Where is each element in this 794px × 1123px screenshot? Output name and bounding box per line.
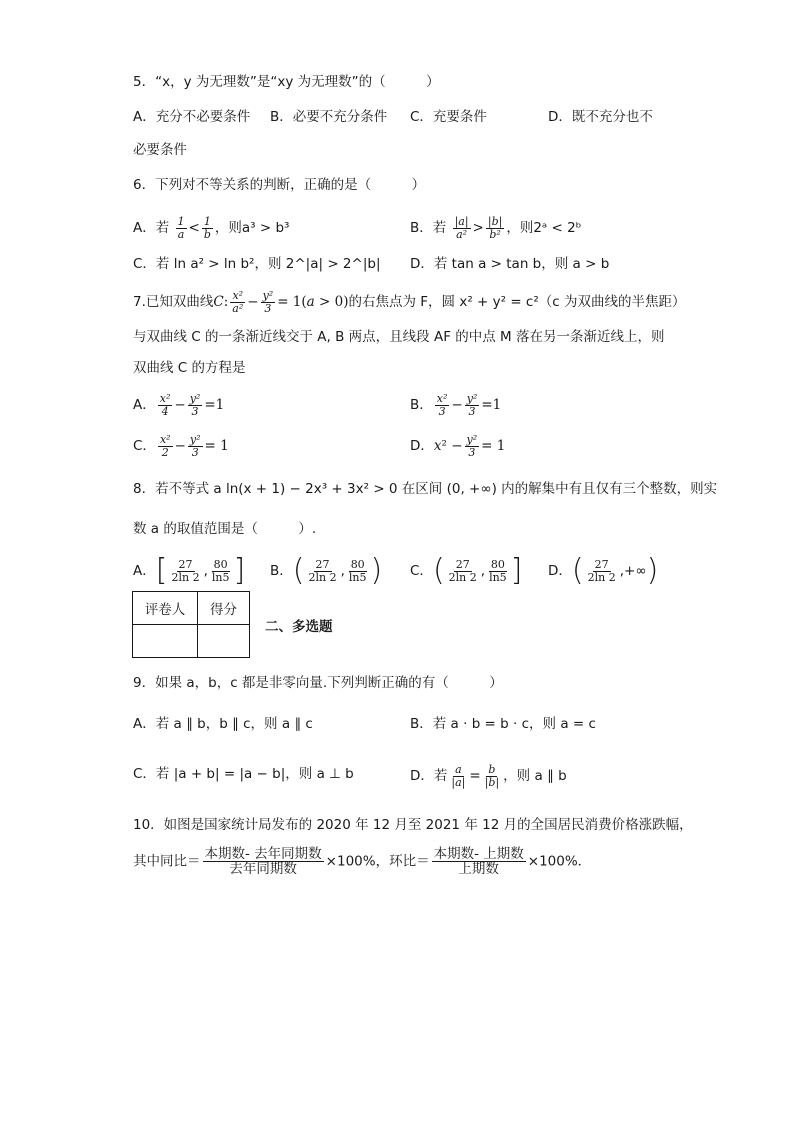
q6-stem: 6．下列对不等关系的判断，正确的是（ ） xyxy=(133,177,426,193)
q10-mom-label: ×100%，环比＝ xyxy=(325,853,430,870)
q7-stem-line3: 双曲线 C 的方程是 xyxy=(133,360,246,376)
q8-stem-line2: 数 a 的取值范围是（ ）. xyxy=(133,521,317,537)
q9-option-b: B．若 a · b = b · c，则 a = c xyxy=(410,716,596,732)
section-title-multi-choice: 二、多选题 xyxy=(265,619,333,635)
q10-tail: ×100%． xyxy=(527,853,592,870)
q7-frac-x: $\frac{\text{x²}}{\text{a²}}$ xyxy=(232,289,244,315)
q9-option-d: D．若 $\frac{a}{|a|}$ = $\frac{b}{|b|}$ ，则 a ∥ b xyxy=(410,763,567,789)
q5-option-c: C．充要条件 xyxy=(410,109,487,125)
q6-option-b: B．若 $\frac{|a|}{\text{a²}}$ > $\frac{|b|}{\text{b²}}$ ，则2ᵃ < 2ᵇ xyxy=(410,215,582,241)
q5-option-d-cont: 必要条件 xyxy=(133,142,187,158)
q7-d-label: D． xyxy=(410,438,434,455)
q7-stem-1a: 7.已知双曲线 xyxy=(133,294,214,311)
q6-option-a: A．若 $\frac{1}{a}$ < $\frac{1}{b}$ ，则a³ > b³ xyxy=(133,215,290,241)
q7-stem-line2: 与双曲线 C 的一条渐近线交于 A, B 两点，且线段 AF 的中点 M 落在另一条渐近线上，则 xyxy=(133,329,665,345)
q8-d-label: D． xyxy=(548,563,572,580)
q7-frac-y: $\frac{\text{y²}}{3}$ xyxy=(262,289,274,315)
q6-b-frac1: $\frac{|a|}{\text{a²}}$ xyxy=(454,215,469,241)
q10-stem-line2 xyxy=(133,847,591,876)
q10-mom-denominator: 上期数 xyxy=(458,861,499,878)
q8-a-label: A． xyxy=(133,563,156,580)
q8-option-c: C．( $\frac{27}{2\ln 2}$ , $\frac{80}{\ln 5}$ ] xyxy=(410,553,523,589)
q9-stem: 9．如果 a，b，c 都是非零向量.下列判断正确的有（ ） xyxy=(133,675,503,691)
q7-option-d: D．x² − $\frac{\text{y²}}{3}$ = 1 xyxy=(410,433,506,459)
q7-c-label: C． xyxy=(133,438,156,455)
q10-mom-numerator: 本期数- 上期数 xyxy=(433,846,524,862)
q8-stem-line1: 8．若不等式 a ln(x + 1) − 2x³ + 3x² > 0 在区间 (0, +∞) 内的解集中有且仅有三个整数，则实 xyxy=(133,481,718,497)
q6-b-post: ，则2ᵃ < 2ᵇ xyxy=(506,220,582,237)
score-label: 得分 xyxy=(198,592,250,625)
q6-a-pre: A．若 xyxy=(133,220,170,237)
q7-b-label: B． xyxy=(410,397,433,414)
q8-c-label: C． xyxy=(410,563,433,580)
q6-a-frac2: $\frac{1}{b}$ xyxy=(203,215,211,241)
q5-stem: 5．“x，y 为无理数”是“xy 为无理数”的（ ） xyxy=(133,74,440,90)
q10-stem-line1: 10．如图是国家统计局发布的 2020 年 12 月至 2021 年 12 月的全国居民消费价格涨跌幅， xyxy=(133,817,693,833)
q10-mom-formula xyxy=(432,847,526,876)
q9-option-a: A．若 a ∥ b，b ∥ c，则 a ∥ c xyxy=(133,716,313,732)
q9-d-pre: D．若 xyxy=(410,768,448,785)
q8-option-d: D．( $\frac{27}{2\ln 2}$ ,+∞) xyxy=(548,553,659,589)
q5-option-d: D．既不充分也不 xyxy=(548,109,653,125)
q6-b-frac2: $\frac{|b|}{\text{b²}}$ xyxy=(487,215,503,241)
q7-a-label: A． xyxy=(133,397,156,414)
q8-option-a: A．[ $\frac{27}{2\ln 2}$ , $\frac{80}{\ln 5}$ ] xyxy=(133,553,246,589)
q5-option-b: B．必要不充分条件 xyxy=(270,109,388,125)
q6-option-c: C．若 ln a² > ln b²，则 2^|a| > 2^|b| xyxy=(133,256,381,272)
q5-option-a: A．充分不必要条件 xyxy=(133,109,251,125)
score-cell xyxy=(198,625,250,658)
q10-yoy-formula xyxy=(203,847,324,876)
q10-yoy-denominator: 去年同期数 xyxy=(229,861,297,878)
q7-option-c: C． $\frac{\text{x²}}{2}$ − $\frac{\text{y²}}{3}$ = 1 xyxy=(133,433,229,459)
q7-stem-line1: 7.已知双曲线C: $\frac{\text{x²}}{\text{a²}}$ − $\frac{\text{y²}}{3}$ = 1(a > 0)的右焦点为 F，圆 x² + y² = c²（c 为双曲线的半焦距） xyxy=(133,289,686,315)
q10-yoy-label: 其中同比＝ xyxy=(133,853,201,870)
q6-option-d: D．若 tan a > tan b，则 a > b xyxy=(410,256,610,272)
q6-b-pre: B．若 xyxy=(410,220,447,237)
score-box xyxy=(132,591,250,658)
grader-cell xyxy=(133,625,198,658)
q7-stem-1b: 的右焦点为 F，圆 x² + y² = c²（c 为双曲线的半焦距） xyxy=(348,294,686,311)
q9-option-c: C．若 |a + b| = |a − b|，则 a ⊥ b xyxy=(133,766,354,782)
q7-option-a: A． $\frac{\text{x²}}{4}$ − $\frac{\text{y²}}{3}$ =1 xyxy=(133,392,225,418)
q7-option-b: B． $\frac{\text{x²}}{3}$ − $\frac{\text{y²}}{3}$ =1 xyxy=(410,392,502,418)
grader-label: 评卷人 xyxy=(133,592,198,625)
q9-d-post: ，则 a ∥ b xyxy=(503,768,567,785)
q6-a-frac1: $\frac{1}{a}$ xyxy=(177,215,185,241)
q10-yoy-numerator: 本期数- 去年同期数 xyxy=(204,846,322,862)
q8-b-label: B． xyxy=(270,563,293,580)
q6-a-post: ，则a³ > b³ xyxy=(214,220,290,237)
q8-option-b: B．( $\frac{27}{2\ln 2}$ , $\frac{80}{\ln 5}$ ) xyxy=(270,553,383,589)
